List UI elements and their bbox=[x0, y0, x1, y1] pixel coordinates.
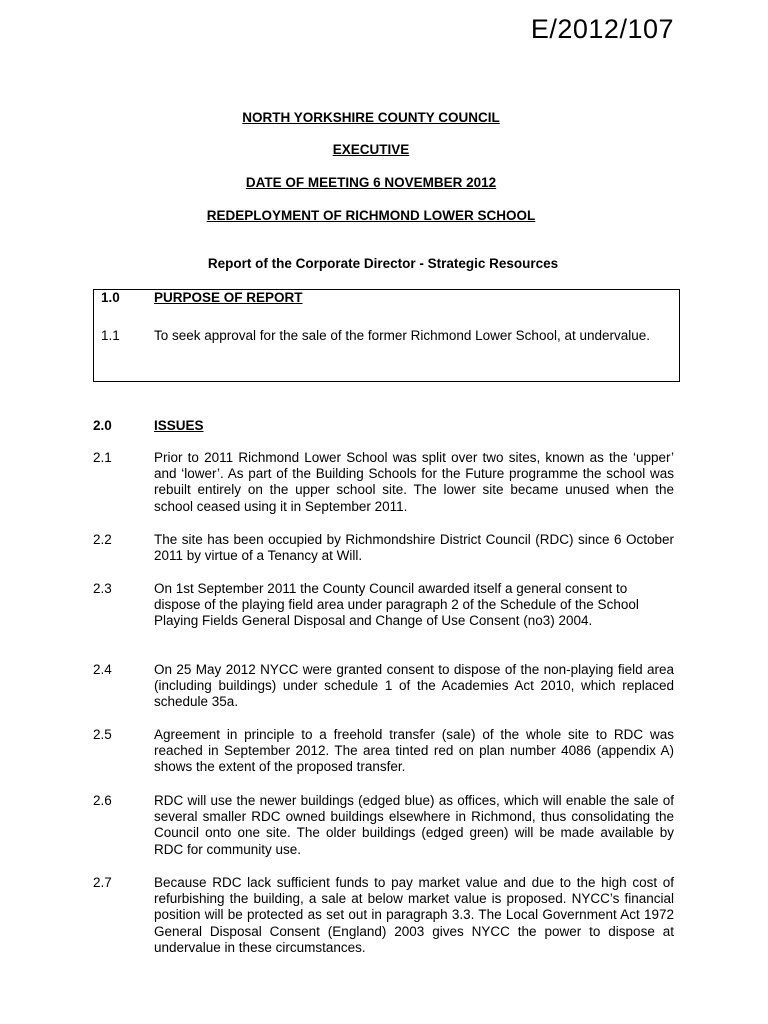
section-number: 2.0 bbox=[93, 418, 112, 433]
section-number: 1.0 bbox=[101, 290, 120, 305]
item-number: 2.5 bbox=[93, 727, 112, 742]
item-number: 1.1 bbox=[101, 328, 120, 343]
item-text: RDC will use the newer buildings (edged blue) as offices, which will enable the sale of several smaller RDC owned buildings elsewhere in Richmond, thus consolidating the Council onto one site. The older buildings (edged green) will be made available by RDC for community use. bbox=[154, 793, 674, 857]
item-number: 2.2 bbox=[93, 532, 112, 547]
meeting-date: DATE OF MEETING 6 NOVEMBER 2012 bbox=[245, 175, 497, 190]
item-text: On 1st September 2011 the County Council awarded itself a general consent to dispose of the playing field area under paragraph 2 of the Schedule of the School Playing Fields General Disposal and Change of Use Consent (no3) 2004. bbox=[154, 581, 639, 629]
issue-item-2-2 bbox=[93, 532, 683, 564]
council-name: NORTH YORKSHIRE COUNTY COUNCIL bbox=[242, 110, 500, 125]
item-number: 2.3 bbox=[93, 581, 112, 596]
item-number: 2.1 bbox=[93, 450, 112, 465]
issue-item-2-7 bbox=[93, 875, 683, 956]
committee-name: EXECUTIVE bbox=[332, 142, 410, 157]
section-heading: ISSUES bbox=[154, 418, 204, 433]
purpose-item bbox=[101, 328, 691, 344]
document-reference: E/2012/107 bbox=[530, 14, 674, 44]
item-text: Agreement in principle to a freehold transfer (sale) of the whole site to RDC was reached in September 2012. The area tinted red on plan number 4086 (appendix A) shows the extent of the proposed transfer. bbox=[154, 727, 674, 775]
item-number: 2.4 bbox=[93, 662, 112, 677]
report-author: Report of the Corporate Director - Strategic Resources bbox=[207, 256, 559, 271]
issue-item-2-4 bbox=[93, 662, 683, 711]
item-text: On 25 May 2012 NYCC were granted consent to dispose of the non-playing field area (including buildings) under schedule 1 of the Academies Act 2010, which replaced schedule 35a. bbox=[154, 662, 674, 710]
item-text: The site has been occupied by Richmondshire District Council (RDC) since 6 October 2011 by virtue of a Tenancy at Will. bbox=[154, 532, 674, 564]
item-text: Because RDC lack sufficient funds to pay market value and due to the high cost of refurbishing the building, a sale at below market value is proposed. NYCC’s financial position will be protected as set out in paragraph 3.3. The Local Government Act 1972 General Disposal Consent (England) 2003 gives NYCC the power to dispose at undervalue in these circumstances. bbox=[154, 875, 674, 955]
purpose-section-heading bbox=[101, 290, 691, 306]
issues-section-heading bbox=[93, 418, 683, 434]
issue-item-2-5 bbox=[93, 727, 683, 776]
report-title: REDEPLOYMENT OF RICHMOND LOWER SCHOOL bbox=[206, 208, 536, 223]
item-text: To seek approval for the sale of the former Richmond Lower School, at undervalue. bbox=[154, 328, 651, 343]
issue-item-2-1 bbox=[93, 450, 683, 515]
issue-item-2-6 bbox=[93, 793, 683, 858]
item-number: 2.6 bbox=[93, 793, 112, 808]
section-heading: PURPOSE OF REPORT bbox=[154, 290, 303, 305]
item-text: Prior to 2011 Richmond Lower School was split over two sites, known as the ‘upper’ and ‘lower’. As part of the Building Schools for the Future programme the school was rebuilt entirely on the upper school site. The lower site became unused when the school ceased using it in September 2011. bbox=[154, 450, 674, 514]
issue-item-2-3 bbox=[93, 581, 683, 630]
item-number: 2.7 bbox=[93, 875, 112, 890]
